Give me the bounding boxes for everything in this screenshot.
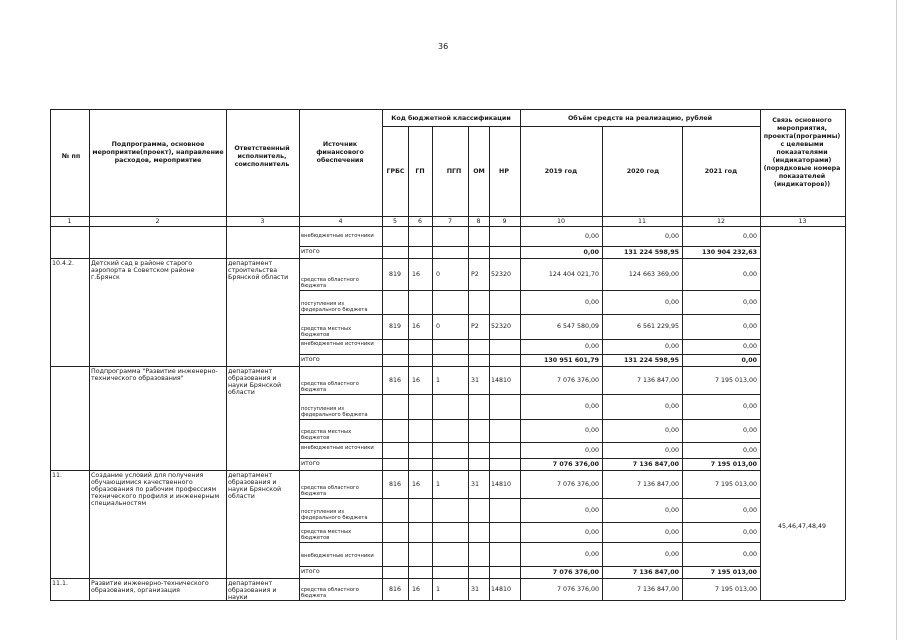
column-number: 6 <box>417 218 422 225</box>
row-2021: 130 904 232,63 <box>702 248 757 256</box>
grid-line-v <box>50 109 51 600</box>
grid-line-h <box>299 566 760 567</box>
row-2019: 7 076 376,00 <box>556 376 599 384</box>
row-pgp: 0 <box>436 323 441 330</box>
row-2019: 0,00 <box>584 506 599 514</box>
row-pgp: 1 <box>436 376 441 384</box>
row-2019: 0,00 <box>584 232 599 240</box>
row-2019: 0,00 <box>584 298 599 306</box>
grid-line-v <box>845 109 846 600</box>
row-source: внебюджетные источники <box>301 341 374 347</box>
row-2020: 0,00 <box>664 506 679 514</box>
row-2020: 7 136 847,00 <box>632 460 679 468</box>
grid-line-v <box>226 109 227 600</box>
row-executor: департамент образования и науки <box>228 580 277 601</box>
row-2020: 0,00 <box>664 298 679 306</box>
row-2020: 0,00 <box>664 446 679 454</box>
header-pgp: ПГП <box>446 168 462 175</box>
header-link: Связь основного мероприятия, проекта(программы) с целевыми показателями (индикаторами) (порядковые номера показателей (индикаторов)) <box>763 117 841 188</box>
column-number: 9 <box>502 218 507 225</box>
row-2021: 7 195 013,00 <box>710 460 757 468</box>
row-2020: 7 136 847,00 <box>636 480 679 488</box>
row-gp: 16 <box>412 270 421 278</box>
row-2020: 131 224 598,95 <box>624 356 679 364</box>
row-2021: 0,00 <box>742 446 757 454</box>
row-2020: 0,00 <box>664 550 679 558</box>
row-2019: 0,00 <box>584 550 599 558</box>
grid-line-h <box>50 216 845 217</box>
row-2021: 0,00 <box>742 232 757 240</box>
row-2019: 0,00 <box>584 427 599 434</box>
row-2020: 131 224 598,95 <box>624 248 679 256</box>
header-source: Источник финансового обеспечения <box>316 141 364 164</box>
row-source: средства областного бюджета <box>301 587 359 599</box>
grid-line-h <box>299 442 760 443</box>
column-number: 1 <box>67 218 72 225</box>
row-om: 31 <box>471 585 480 593</box>
grid-line-v <box>489 126 490 600</box>
row-2019: 0,00 <box>584 528 599 536</box>
row-2020: 7 136 847,00 <box>636 585 679 593</box>
column-number: 3 <box>260 218 265 225</box>
column-number: 4 <box>338 218 343 225</box>
row-executor: департамент образования и науки Брянской области <box>228 368 282 396</box>
row-2021: 0,00 <box>742 550 757 558</box>
header-executor: Ответственный исполнитель, соисполнитель <box>234 145 290 168</box>
grid-line-h <box>50 226 845 227</box>
grid-line-h <box>299 339 760 340</box>
row-name: Детский сад в районе старого аэропорта в Советском районе г.Брянск <box>91 260 195 281</box>
row-2020: 7 136 847,00 <box>636 376 679 384</box>
row-grbs: 816 <box>388 585 402 593</box>
row-source: итого <box>301 356 320 363</box>
header-2020: 2020 год <box>626 168 660 175</box>
row-2021: 7 195 013,00 <box>710 568 757 576</box>
row-grbs: 816 <box>388 480 402 488</box>
link-indicators: 45,46,47,48,49 <box>777 523 827 530</box>
grid-line-h <box>760 600 845 601</box>
row-nr: 14810 <box>491 376 512 384</box>
grid-line-h <box>299 498 760 499</box>
column-number: 10 <box>556 218 565 225</box>
row-2021: 0,00 <box>742 298 757 306</box>
row-pgp: 1 <box>436 480 441 488</box>
row-2021: 0,00 <box>742 427 757 434</box>
column-number: 11 <box>637 218 646 225</box>
row-2021: 0,00 <box>742 343 757 350</box>
row-2019: 6 547 580,09 <box>556 323 599 330</box>
row-2021: 0,00 <box>742 323 757 330</box>
row-2020: 124 663 369,00 <box>628 270 679 278</box>
row-name: Подпрограмма "Развитие инженерно-технического образования" <box>91 368 218 382</box>
row-2021: 0,00 <box>741 356 757 364</box>
column-number: 8 <box>476 218 481 225</box>
grid-line-h <box>299 394 760 395</box>
row-source: внебюджетные источники <box>301 553 374 559</box>
row-2019: 130 951 601,79 <box>544 356 599 364</box>
header-volume: Объём средств на реализацию, рублей <box>567 115 713 122</box>
row-2020: 0,00 <box>664 528 679 536</box>
row-source: внебюджетные источники <box>301 233 374 239</box>
row-2019: 7 076 376,00 <box>552 568 599 576</box>
column-number: 7 <box>447 218 452 225</box>
row-2021: 7 195 013,00 <box>714 585 757 593</box>
row-2021: 0,00 <box>742 506 757 514</box>
row-2019: 7 076 376,00 <box>556 480 599 488</box>
page-number: 36 <box>438 42 449 51</box>
column-number: 12 <box>716 218 725 225</box>
row-nr: 52320 <box>491 270 512 278</box>
row-name: Развитие инженерно-технического образования, организация <box>91 580 209 594</box>
row-nr: 14810 <box>491 585 512 593</box>
grid-line-v <box>408 126 409 600</box>
grid-line-h <box>50 600 760 601</box>
grid-line-v <box>432 126 433 600</box>
row-2019: 7 076 376,00 <box>552 460 599 468</box>
header-om: ОМ <box>473 168 485 175</box>
row-source: средства областного бюджета <box>301 277 359 289</box>
grid-line-h <box>299 290 760 291</box>
row-om: Р2 <box>471 323 479 330</box>
row-2019: 0,00 <box>584 403 599 410</box>
row-executor: департамент образования и науки Брянской области <box>228 472 282 500</box>
row-source: средства областного бюджета <box>301 381 359 393</box>
header-2021: 2021 год <box>704 168 738 175</box>
column-number: 2 <box>155 218 160 225</box>
row-om: 31 <box>471 376 480 384</box>
row-source: средства областного бюджета <box>301 485 359 497</box>
row-pgp: 0 <box>436 270 441 278</box>
row-2019: 124 404 021,70 <box>548 270 599 278</box>
row-2020: 0,00 <box>664 427 679 434</box>
grid-line-h <box>299 354 760 355</box>
row-nr: 52320 <box>491 323 512 330</box>
row-2019: 0,00 <box>584 446 599 454</box>
grid-line-h <box>50 109 845 110</box>
grid-line-v <box>89 109 90 600</box>
grid-line-h <box>50 258 760 259</box>
row-2021: 0,00 <box>742 403 757 410</box>
row-source: итого <box>301 248 320 255</box>
grid-line-h <box>299 246 760 247</box>
row-source: средства местных бюджетов <box>301 326 352 338</box>
row-source: поступления из федерального бюджета <box>301 301 368 313</box>
grid-line-h <box>299 314 760 315</box>
row-2019: 0,00 <box>584 343 599 350</box>
row-gp: 16 <box>412 323 421 330</box>
header-gp: ГП <box>415 168 425 175</box>
row-number: 11.1. <box>52 580 69 587</box>
row-number: 10.4.2. <box>52 260 75 267</box>
row-source: внебюджетные источники <box>301 445 374 451</box>
header-nr: НР <box>499 168 509 175</box>
column-number: 13 <box>798 218 807 225</box>
row-2020: 6 561 229,95 <box>636 323 679 330</box>
row-2021: 0,00 <box>742 270 757 278</box>
row-source: поступления из федерального бюджета <box>301 509 368 521</box>
row-executor: департамент строительства Брянской области <box>228 260 289 281</box>
header-grbs: ГРБС <box>386 168 405 175</box>
page-edge <box>896 0 897 640</box>
row-gp: 16 <box>412 480 421 488</box>
grid-line-h <box>382 126 760 127</box>
row-number: 11. <box>52 472 63 479</box>
row-gp: 16 <box>412 585 421 593</box>
header-budget-code: Код бюджетной классификации <box>391 115 511 122</box>
row-source: средства местных бюджетов <box>301 529 352 541</box>
row-om: 31 <box>471 480 480 488</box>
grid-line-h <box>299 522 760 523</box>
header-2019: 2019 год <box>544 168 578 175</box>
row-source: итого <box>301 460 320 467</box>
row-source: поступления из федерального бюджета <box>301 406 368 418</box>
header-no: № пп <box>61 153 81 160</box>
row-2021: 0,00 <box>742 528 757 536</box>
grid-line-h <box>299 542 760 543</box>
row-2020: 0,00 <box>664 403 679 410</box>
grid-line-h <box>299 419 760 420</box>
row-source: средства местных бюджетов <box>301 429 352 441</box>
row-name: Создание условий для получения обучающимися качественного образования по рабочим профессиям технического профиля и инженерным специальностям <box>91 472 220 507</box>
grid-line-h <box>50 366 760 367</box>
row-2020: 0,00 <box>664 343 679 350</box>
grid-line-h <box>50 470 760 471</box>
row-2020: 7 136 847,00 <box>632 568 679 576</box>
row-2020: 0,00 <box>664 232 679 240</box>
row-2019: 7 076 376,00 <box>556 585 599 593</box>
column-number: 5 <box>392 218 397 225</box>
row-grbs: 816 <box>388 376 402 384</box>
row-om: Р2 <box>471 270 479 278</box>
row-2021: 7 195 013,00 <box>714 480 757 488</box>
row-2021: 7 195 013,00 <box>714 376 757 384</box>
grid-line-h <box>50 578 760 579</box>
row-pgp: 1 <box>436 585 441 593</box>
grid-line-h <box>299 458 760 459</box>
header-subprogram: Подпрограмма, основное мероприятие(проект), направление расходов, мероприятие <box>92 141 224 164</box>
row-grbs: 819 <box>388 270 402 278</box>
row-2019: 0,00 <box>583 248 599 256</box>
row-grbs: 819 <box>388 323 402 330</box>
grid-line-v <box>468 126 469 600</box>
row-gp: 16 <box>412 376 421 384</box>
row-source: итого <box>301 568 320 575</box>
row-nr: 14810 <box>491 480 512 488</box>
